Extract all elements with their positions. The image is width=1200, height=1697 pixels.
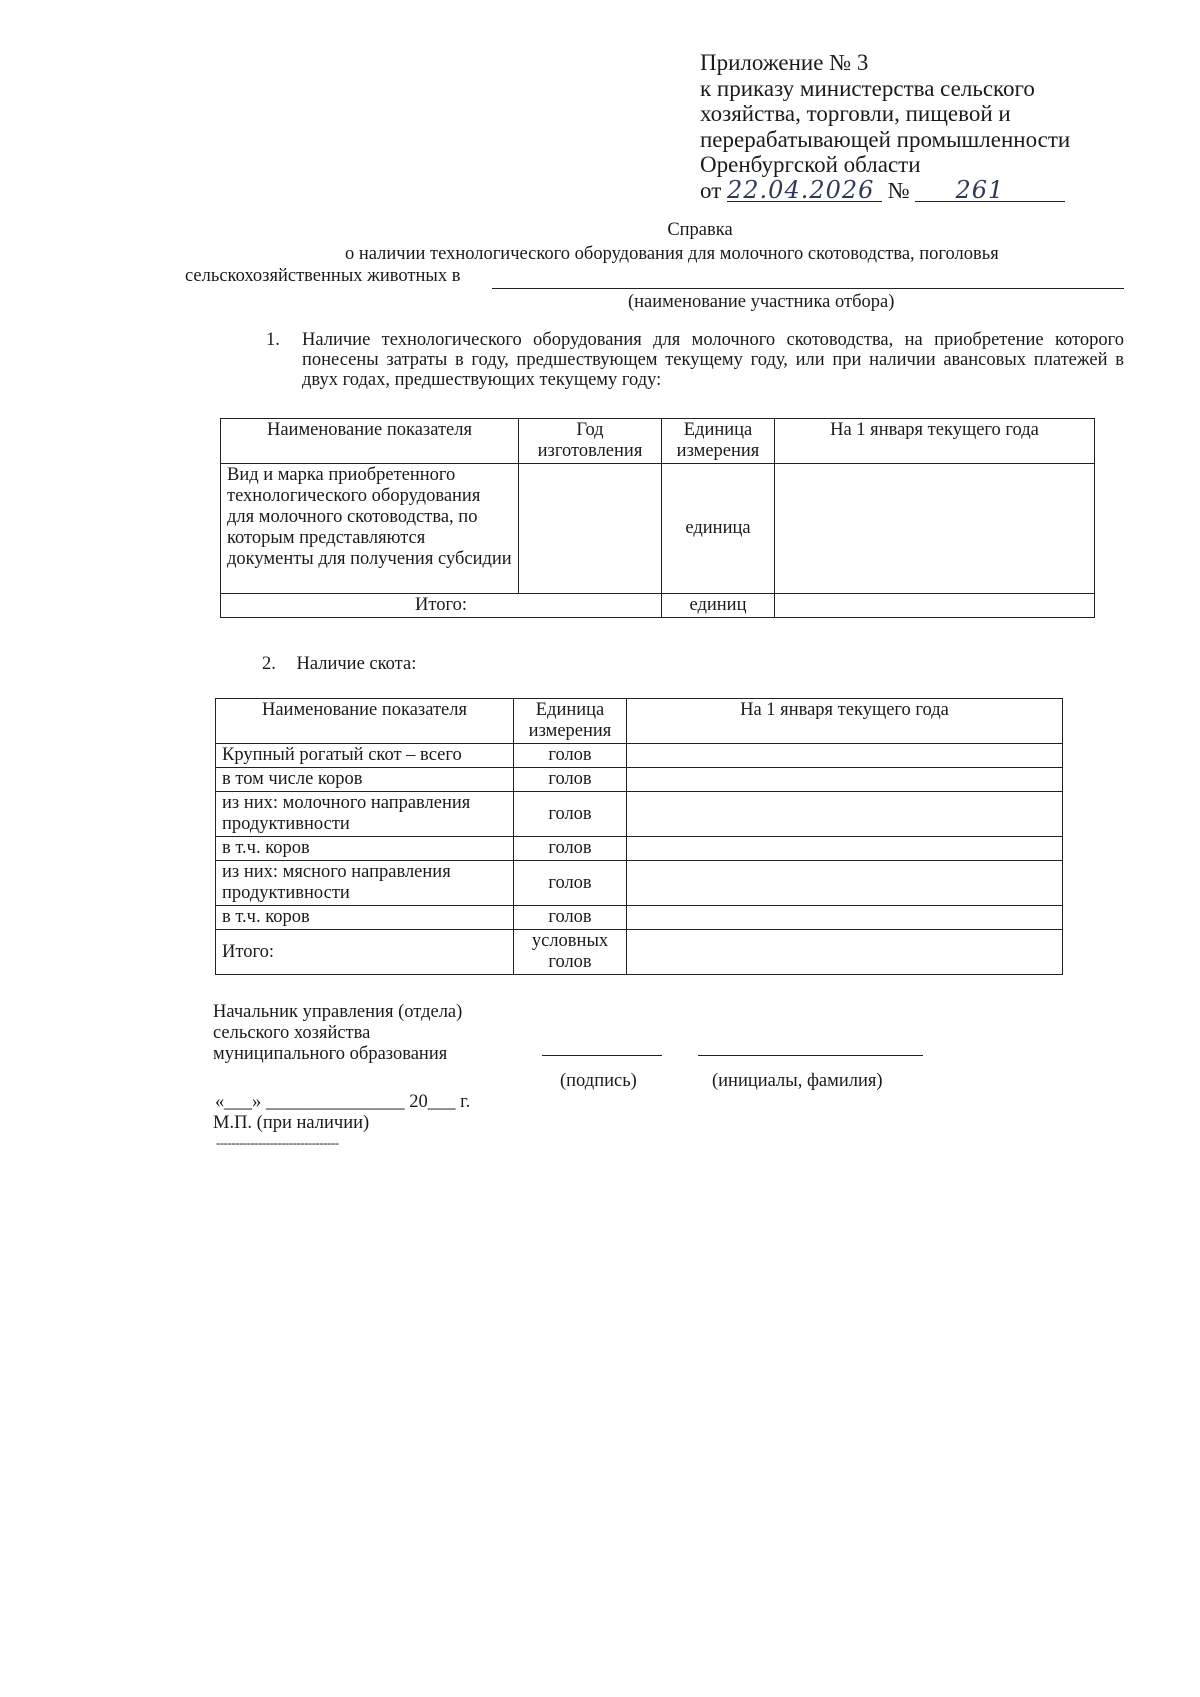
participant-name-caption: (наименование участника отбора) <box>628 292 895 312</box>
table-header-row <box>216 699 1063 744</box>
section-2-heading <box>262 654 416 675</box>
table-total-row <box>216 930 1063 975</box>
order-date: 22.04.2026 <box>727 179 882 202</box>
cell-name: в т.ч. коров <box>216 906 514 930</box>
document-subtitle-2: сельскохозяйственных животных в <box>185 266 461 286</box>
number-prefix: № <box>887 177 910 203</box>
column-header: Единица измерения <box>514 699 627 744</box>
cell-unit: голов <box>514 768 627 792</box>
stamp-placeholder: М.П. (при наличии) <box>213 1113 370 1133</box>
cell-name: в т.ч. коров <box>216 837 514 861</box>
column-header: Наименование показателя <box>221 419 519 464</box>
table-row <box>216 837 1063 861</box>
header-line: Приложение № 3 <box>700 50 869 75</box>
cell-total-unit: условных голов <box>514 930 627 975</box>
livestock-table <box>215 698 1063 975</box>
table-total-row <box>221 594 1095 618</box>
header-line: Оренбургской области <box>700 152 921 177</box>
cell-value <box>627 837 1063 861</box>
table-row <box>216 861 1063 906</box>
document-title: Справка <box>667 220 733 240</box>
participant-name-line <box>492 288 1124 289</box>
cell-total-label: Итого: <box>216 930 514 975</box>
section-1 <box>262 330 1124 390</box>
cell-unit: голов <box>514 792 627 837</box>
cell-value <box>627 792 1063 837</box>
cell-total-value <box>627 930 1063 975</box>
signature-caption: (подпись) <box>560 1071 637 1091</box>
signatory-line: сельского хозяйства <box>213 1023 371 1043</box>
dashed-divider: -------------------------------- <box>216 1135 339 1150</box>
cell-value <box>627 861 1063 906</box>
cell-value <box>627 768 1063 792</box>
order-number: 261 <box>915 179 1065 202</box>
signature-line <box>542 1055 662 1056</box>
name-line <box>698 1055 923 1056</box>
cell-total-label: Итого: <box>221 594 662 618</box>
signatory-line: Начальник управления (отдела) <box>213 1002 463 1022</box>
cell-value <box>775 464 1095 594</box>
cell-name: в том числе коров <box>216 768 514 792</box>
cell-value <box>627 744 1063 768</box>
equipment-table <box>220 418 1095 618</box>
name-caption: (инициалы, фамилия) <box>712 1071 883 1091</box>
cell-total-unit: единиц <box>662 594 775 618</box>
order-date-number-line <box>700 175 1070 204</box>
table-row <box>221 464 1095 594</box>
cell-name: из них: мясного направления продуктивности <box>216 861 514 906</box>
document-subtitle: о наличии технологического оборудования для молочного скотоводства, поголовья <box>345 244 999 264</box>
cell-unit: голов <box>514 906 627 930</box>
table-row <box>216 744 1063 768</box>
cell-name: Вид и марка приобретенного технологического оборудования для молочного скотоводства, по которым представляются документы для получения субсидии <box>221 464 519 594</box>
column-header: Единица измерения <box>662 419 775 464</box>
signatory-block <box>213 1002 462 1065</box>
column-header: На 1 января текущего года <box>627 699 1063 744</box>
section-2-number: 2. <box>262 654 276 674</box>
cell-unit: голов <box>514 744 627 768</box>
table-row <box>216 906 1063 930</box>
cell-name: из них: молочного направления продуктивности <box>216 792 514 837</box>
section-1-text: Наличие технологического оборудования для молочного скотоводства, на приобретение которого понесены затраты в году, предшествующем текущему году, или при наличии авансовых платежей в двух годах, предшествующих текущему году: <box>302 330 1124 390</box>
table-row <box>216 792 1063 837</box>
date-prefix: от <box>700 177 722 203</box>
column-header: На 1 января текущего года <box>775 419 1095 464</box>
signatory-line: муниципального образования <box>213 1044 448 1064</box>
table-row <box>216 768 1063 792</box>
header-line: хозяйства, торговли, пищевой и <box>700 101 1011 126</box>
signature-date-line: «___» _______________ 20___ г. <box>215 1092 471 1112</box>
section-2-title: Наличие скота: <box>296 654 417 674</box>
header-block <box>700 50 1070 203</box>
cell-unit: единица <box>662 464 775 594</box>
column-header: Год изготовления <box>519 419 662 464</box>
cell-unit: голов <box>514 837 627 861</box>
cell-unit: голов <box>514 861 627 906</box>
cell-total-value <box>775 594 1095 618</box>
header-line: к приказу министерства сельского <box>700 75 1035 101</box>
cell-name: Крупный рогатый скот – всего <box>216 744 514 768</box>
column-header: Наименование показателя <box>216 699 514 744</box>
cell-value <box>627 906 1063 930</box>
section-1-number: 1. <box>266 330 280 350</box>
table-header-row <box>221 419 1095 464</box>
header-line: перерабатывающей промышленности <box>700 126 1071 152</box>
cell-year <box>519 464 662 594</box>
